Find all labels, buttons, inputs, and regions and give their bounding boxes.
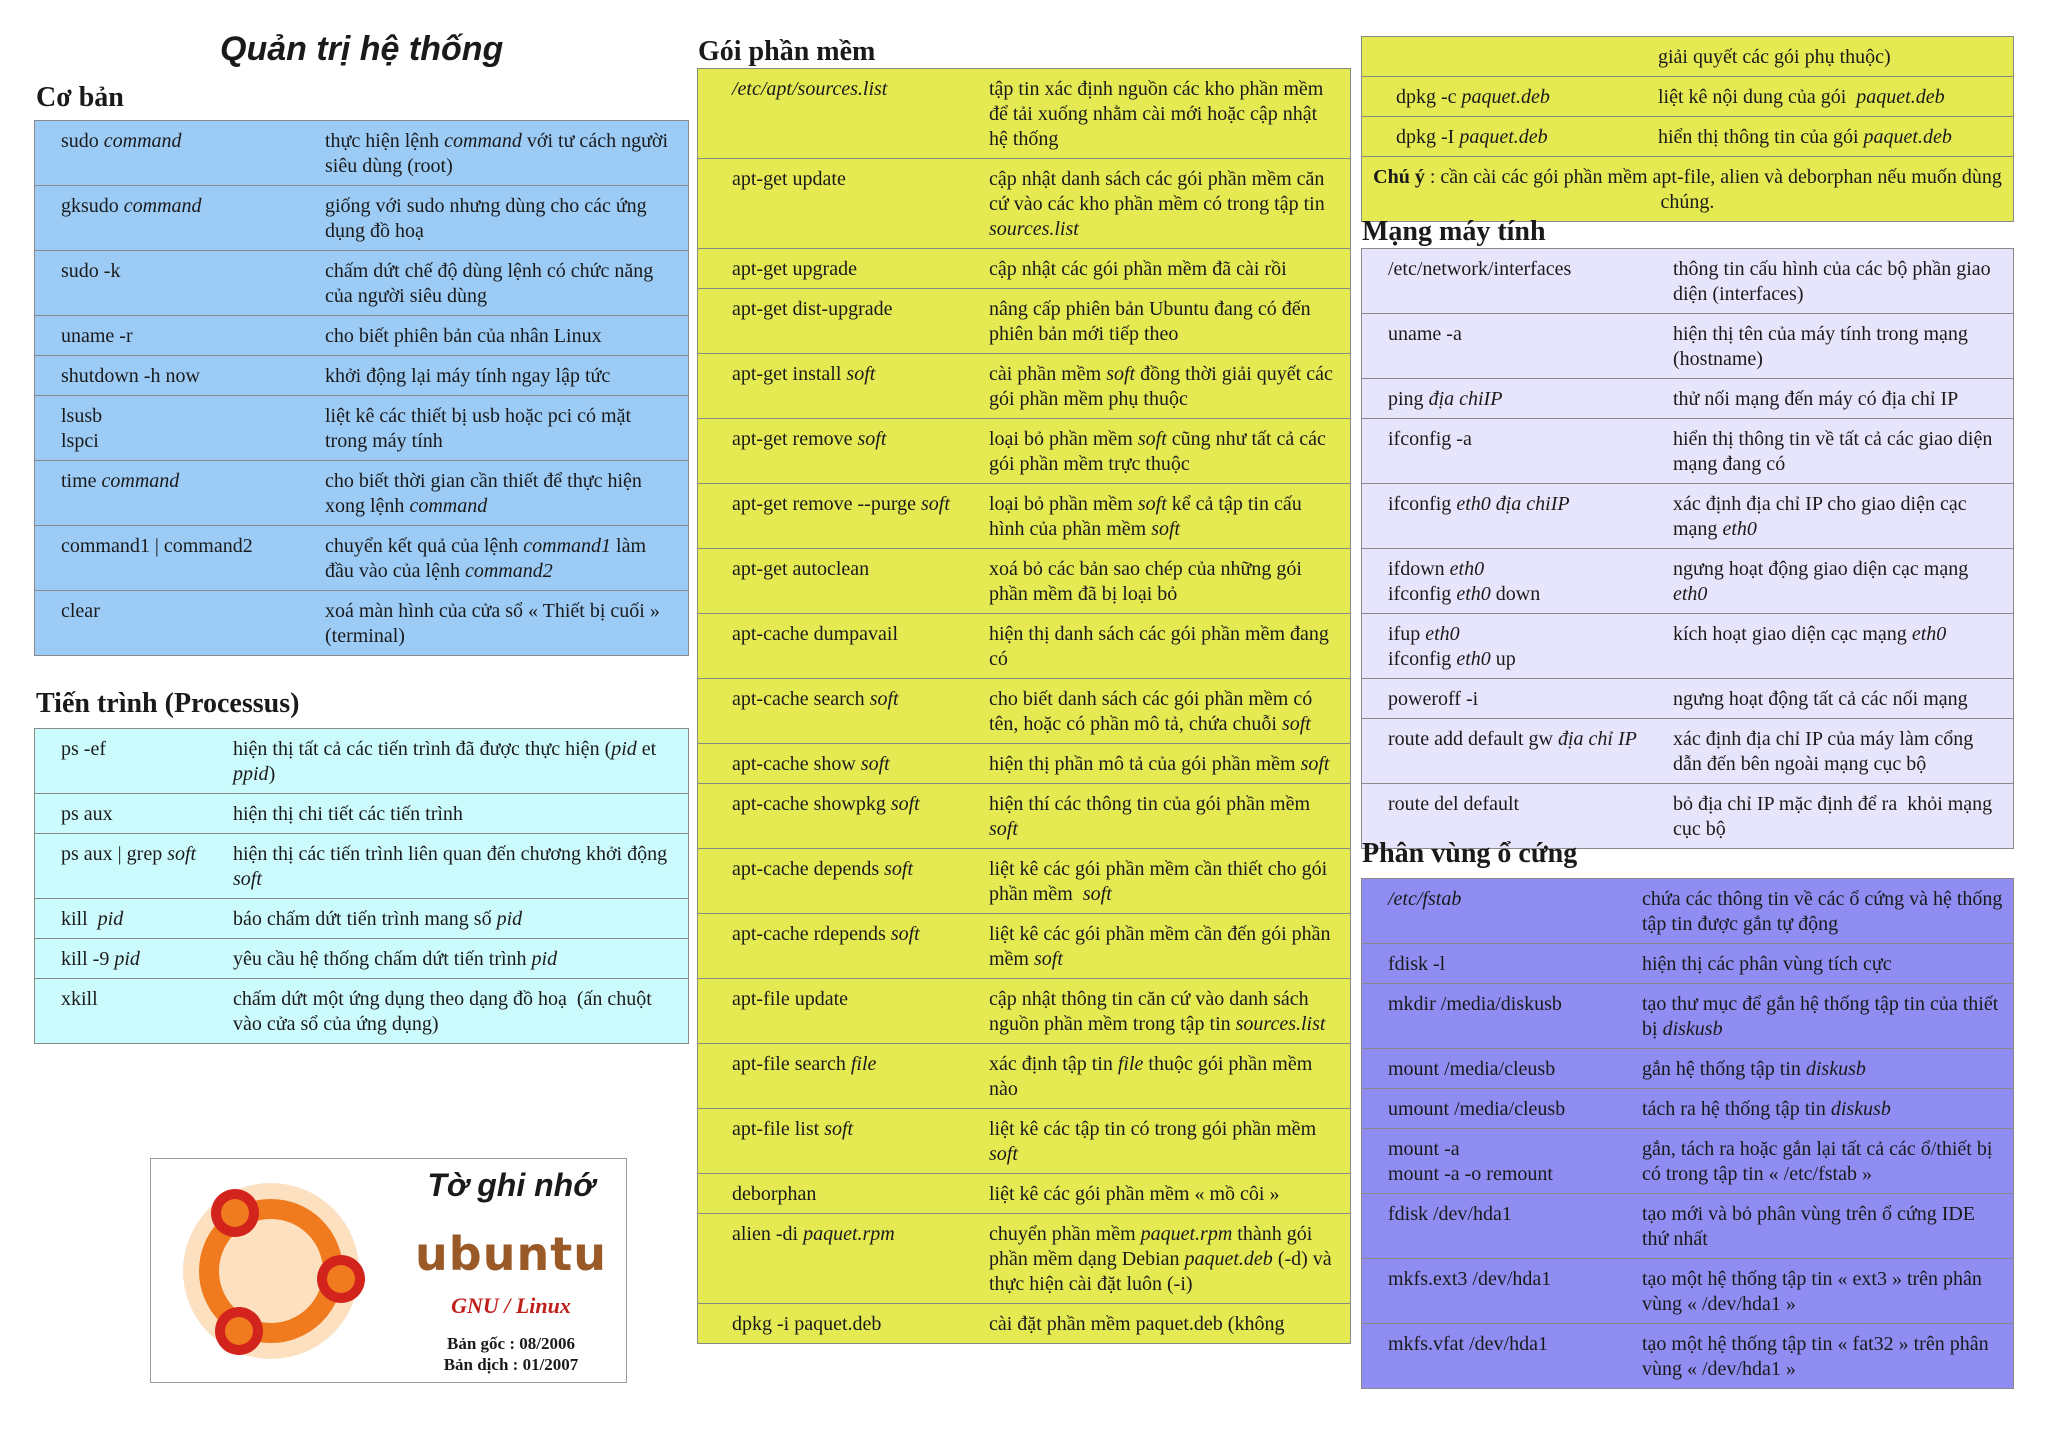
description-cell: yêu cầu hệ thống chấm dứt tiến trình pid <box>233 948 558 970</box>
table-row <box>35 251 688 316</box>
command-cell: gksudo command <box>61 195 202 217</box>
description-cell: liệt kê các thiết bị usb hoặc pci có mặt trong máy tính <box>325 405 631 452</box>
command-cell: dpkg -I paquet.deb <box>1396 126 1548 148</box>
description-cell: xoá bỏ các bản sao chép của những gói phần mềm đã bị loại bỏ <box>989 558 1302 605</box>
description-cell: ngưng hoạt động giao diện cạc mạng eth0 <box>1673 558 1969 605</box>
table-row <box>35 979 688 1043</box>
table-row <box>35 939 688 979</box>
table-row <box>35 729 688 794</box>
command-cell: ifconfig -a <box>1388 428 1472 450</box>
description-cell: hiện thị chi tiết các tiến trình <box>233 803 463 825</box>
table-mang-may-tinh <box>1361 248 2014 849</box>
description-cell: liệt kê các gói phần mềm « mồ côi » <box>989 1183 1280 1205</box>
table-row <box>1362 77 2013 117</box>
command-cell: ps -ef <box>61 738 106 760</box>
table-row <box>698 249 1350 289</box>
command-cell: ifup eth0 ifconfig eth0 up <box>1388 623 1516 670</box>
table-row <box>1362 249 2013 314</box>
description-cell: hiện thí các thông tin của gói phần mềm soft <box>989 793 1311 840</box>
command-cell: apt-cache depends soft <box>732 858 914 880</box>
table-tien-trinh <box>34 728 689 1044</box>
table-row <box>1362 379 2013 419</box>
description-cell: chuyển phần mềm paquet.rpm thành gói phần mềm dạng Debian paquet.deb (-d) và thực hiện cài đặt luôn (-i) <box>989 1223 1332 1295</box>
table-row <box>698 354 1350 419</box>
table-row <box>698 69 1350 159</box>
description-cell: cho biết thời gian cần thiết để thực hiện xong lệnh command <box>325 470 642 517</box>
table-row <box>698 1214 1350 1304</box>
command-cell <box>1396 45 1658 70</box>
table-row <box>1362 1194 2013 1259</box>
table-row <box>35 834 688 899</box>
heading-co-ban: Cơ bản <box>36 82 124 113</box>
description-cell: cài phần mềm soft đồng thời giải quyết các gói phần mềm phụ thuộc <box>989 363 1333 410</box>
table-row <box>698 1044 1350 1109</box>
description-cell: hiện thị tất cả các tiến trình đã được thực hiện (pid et ppid) <box>233 738 657 785</box>
table-row <box>1362 549 2013 614</box>
description-cell: xác định tập tin file thuộc gói phần mềm nào <box>989 1053 1313 1100</box>
command-cell: apt-cache showpkg soft <box>732 793 920 815</box>
description-cell: gắn, tách ra hoặc gắn lại tất cả các ổ/thiết bị có trong tập tin « /etc/fstab » <box>1642 1138 1993 1185</box>
description-cell: liệt kê các gói phần mềm cần đến gói phần mềm soft <box>989 923 1331 970</box>
table-row <box>698 1109 1350 1174</box>
table-row <box>1362 419 2013 484</box>
description-cell: tạo một hệ thống tập tin « ext3 » trên phân vùng « /dev/hda1 » <box>1642 1268 1982 1315</box>
command-cell: apt-get dist-upgrade <box>732 298 893 320</box>
command-cell: ifconfig eth0 địa chiIP <box>1388 493 1570 515</box>
command-cell: /etc/fstab <box>1388 888 1462 910</box>
gnu-linux-label: GNU / Linux <box>451 1293 571 1318</box>
description-cell: cài đặt phần mềm paquet.deb (không <box>989 1313 1285 1335</box>
table-row <box>698 549 1350 614</box>
command-cell: apt-get update <box>732 168 846 190</box>
description-cell: kích hoạt giao diện cạc mạng eth0 <box>1673 623 1947 645</box>
command-cell: apt-cache dumpavail <box>732 623 899 645</box>
command-cell: fdisk /dev/hda1 <box>1388 1203 1512 1225</box>
description-cell: cho biết danh sách các gói phần mềm có tên, hoặc có phần mô tả, chứa chuỗi soft <box>989 688 1313 735</box>
table-row <box>1362 484 2013 549</box>
command-cell: dpkg -c paquet.deb <box>1396 86 1550 108</box>
description-cell: loại bỏ phần mềm soft kể cả tập tin cấu hình của phần mềm soft <box>989 493 1302 540</box>
description-cell: bỏ địa chỉ IP mặc định để ra khỏi mạng cục bộ <box>1673 793 1993 840</box>
command-cell: route del default <box>1388 793 1520 815</box>
table-row <box>1362 944 2013 984</box>
command-cell: route add default gw địa chỉ IP <box>1388 728 1637 750</box>
description-cell: loại bỏ phần mềm soft cũng như tất cả các gói phần mềm trực thuộc <box>989 428 1326 475</box>
command-cell: xkill <box>61 988 98 1010</box>
command-cell: mount /media/cleusb <box>1388 1058 1556 1080</box>
table-row <box>1362 984 2013 1049</box>
description-cell: tách ra hệ thống tập tin diskusb <box>1642 1098 1891 1120</box>
command-cell: sudo command <box>61 130 182 152</box>
description-cell: cập nhật thông tin căn cứ vào danh sách nguồn phần mềm trong tập tin sources.list <box>989 988 1326 1035</box>
command-cell: fdisk -l <box>1388 953 1446 975</box>
translation-date: Bản dịch : 01/2007 <box>443 1355 579 1374</box>
table-row <box>35 316 688 356</box>
table-row <box>35 794 688 834</box>
command-cell: lsusb lspci <box>61 405 103 452</box>
description-cell: thử nối mạng đến máy có địa chỉ IP <box>1673 388 1959 410</box>
command-cell: clear <box>61 600 100 622</box>
command-cell: umount /media/cleusb <box>1388 1098 1566 1120</box>
description-cell: ngưng hoạt động tất cả các nối mạng <box>1673 688 1968 710</box>
description-cell: liệt kê nội dung của gói paquet.deb <box>1658 86 1945 108</box>
heading-goi-phan-mem: Gói phần mềm <box>698 36 876 67</box>
table-row <box>1362 117 2013 157</box>
table-row <box>1362 719 2013 784</box>
heading-phan-vung: Phân vùng ổ cứng <box>1362 838 1578 869</box>
description-cell: chấm dứt một ứng dụng theo dạng đồ hoạ (ấn chuột vào cửa sổ của ứng dụng) <box>233 988 652 1035</box>
table-row <box>35 526 688 591</box>
description-cell: giống với sudo nhưng dùng cho các ứng dụng đồ hoạ <box>325 195 647 242</box>
description-cell: cho biết phiên bản của nhân Linux <box>325 325 602 347</box>
table-row <box>35 899 688 939</box>
description-cell: tạo thư mục để gắn hệ thống tập tin của thiết bị diskusb <box>1642 993 1999 1040</box>
table-goi-phan-mem <box>697 68 1351 1344</box>
command-cell: command1 | command2 <box>61 535 253 557</box>
table-row <box>35 356 688 396</box>
table-row <box>698 744 1350 784</box>
description-cell: tạo một hệ thống tập tin « fat32 » trên phân vùng « /dev/hda1 » <box>1642 1333 1989 1380</box>
command-cell: ping địa chiIP <box>1388 388 1503 410</box>
command-cell: ifdown eth0 ifconfig eth0 down <box>1388 558 1541 605</box>
description-cell: xác định địa chỉ IP cho giao diện cạc mạng eth0 <box>1673 493 1967 540</box>
description-cell: thực hiện lệnh command với tư cách người siêu dùng (root) <box>325 130 669 177</box>
description-cell: hiển thị thông tin về tất cả các giao diện mạng đang có <box>1673 428 1993 475</box>
command-cell: sudo -k <box>61 260 121 282</box>
command-cell: alien -di paquet.rpm <box>732 1223 895 1245</box>
command-cell: apt-get autoclean <box>732 558 870 580</box>
description-cell: chấm dứt chế độ dùng lệnh có chức năng của người siêu dùng <box>325 260 654 307</box>
command-cell: mkfs.ext3 /dev/hda1 <box>1388 1268 1552 1290</box>
description-cell: giải quyết các gói phụ thuộc) <box>1658 46 1891 68</box>
command-cell: kill -9 pid <box>61 948 140 970</box>
table-row <box>35 121 688 186</box>
table-row <box>698 289 1350 354</box>
heading-tien-trinh: Tiến trình (Processus) <box>36 688 300 719</box>
command-cell: apt-get remove --purge soft <box>732 493 950 515</box>
command-cell: uname -a <box>1388 323 1462 345</box>
ubuntu-wordmark: ubuntu <box>415 1227 607 1281</box>
description-cell: hiện thị các phân vùng tích cực <box>1642 953 1892 975</box>
table-row <box>698 679 1350 744</box>
heading-mang-may-tinh: Mạng máy tính <box>1362 216 1546 247</box>
ubuntu-logo <box>171 1171 371 1371</box>
table-row <box>698 914 1350 979</box>
table-row <box>1362 1259 2013 1324</box>
command-cell: apt-cache rdepends soft <box>732 923 920 945</box>
table-row <box>35 396 688 461</box>
command-cell: mkdir /media/diskusb <box>1388 993 1562 1015</box>
table-phan-vung <box>1361 878 2014 1389</box>
description-cell: xoá màn hình của cửa sổ « Thiết bị cuối » (terminal) <box>325 600 660 647</box>
description-cell: chuyển kết quả của lệnh command1 làm đầu vào của lệnh command2 <box>325 535 647 582</box>
command-cell: apt-file search file <box>732 1053 877 1075</box>
table-row <box>1362 1324 2013 1388</box>
original-date: Bản gốc : 08/2006 <box>447 1334 575 1353</box>
note-row: Chú ý : cần cài các gói phần mềm apt-file, alien và deborphan nếu muốn dùng chúng. <box>1373 166 2002 213</box>
command-cell: /etc/network/interfaces <box>1388 258 1572 280</box>
command-cell: ps aux | grep soft <box>61 843 197 865</box>
description-cell: hiển thị thông tin của gói paquet.deb <box>1658 126 1952 148</box>
command-cell: apt-get install soft <box>732 363 876 385</box>
description-cell: hiện thị danh sách các gói phần mềm đang có <box>989 623 1329 670</box>
table-row <box>698 1304 1350 1343</box>
table-row <box>1362 679 2013 719</box>
table-row <box>35 591 688 655</box>
table-row <box>1362 1129 2013 1194</box>
table-row <box>698 484 1350 549</box>
command-cell: ps aux <box>61 803 113 825</box>
description-cell: xác định địa chỉ IP của máy làm cổng dẫn đến bên ngoài mạng cục bộ <box>1673 728 1974 775</box>
table-row <box>1362 37 2013 77</box>
description-cell: liệt kê các gói phần mềm cần thiết cho gói phần mềm soft <box>989 858 1328 905</box>
description-cell: thông tin cấu hình của các bộ phần giao diện (interfaces) <box>1673 258 1991 305</box>
command-cell: apt-get remove soft <box>732 428 887 450</box>
memo-title: Tờ ghi nhớ <box>427 1167 595 1203</box>
table-dpkg-cont <box>1361 36 2014 222</box>
table-row <box>698 419 1350 484</box>
command-cell: time command <box>61 470 180 492</box>
description-cell: hiện thị các tiến trình liên quan đến chương khởi động soft <box>233 843 668 890</box>
table-row <box>1362 314 2013 379</box>
command-cell: poweroff -i <box>1388 688 1479 710</box>
description-cell: gắn hệ thống tập tin diskusb <box>1642 1058 1866 1080</box>
table-row <box>698 1174 1350 1214</box>
command-cell: mount -a mount -a -o remount <box>1388 1138 1553 1185</box>
command-cell: shutdown -h now <box>61 365 200 387</box>
version-dates <box>401 1333 621 1375</box>
description-cell: cập nhật danh sách các gói phần mềm căn cứ vào các kho phần mềm có trong tập tin sources.list <box>989 168 1325 240</box>
description-cell: tập tin xác định nguồn các kho phần mềm để tải xuống nhằm cài mới hoặc cập nhật hệ thống <box>989 78 1324 150</box>
command-cell: apt-file update <box>732 988 849 1010</box>
table-row <box>698 614 1350 679</box>
description-cell: tạo mới và bỏ phân vùng trên ổ cứng IDE thứ nhất <box>1642 1203 1976 1250</box>
table-row <box>1362 614 2013 679</box>
description-cell: hiện thị phần mô tả của gói phần mềm soft <box>989 753 1330 775</box>
command-cell: /etc/apt/sources.list <box>732 78 888 100</box>
table-row <box>1362 879 2013 944</box>
description-cell: khởi động lại máy tính ngay lập tức <box>325 365 611 387</box>
table-row <box>1362 1049 2013 1089</box>
command-cell: apt-cache show soft <box>732 753 890 775</box>
description-cell: cập nhật các gói phần mềm đã cài rồi <box>989 258 1287 280</box>
command-cell: deborphan <box>732 1183 817 1205</box>
description-cell: báo chấm dứt tiến trình mang số pid <box>233 908 523 930</box>
description-cell: liệt kê các tập tin có trong gói phần mềm soft <box>989 1118 1317 1165</box>
command-cell: apt-get upgrade <box>732 258 857 280</box>
command-cell: uname -r <box>61 325 133 347</box>
table-row <box>698 979 1350 1044</box>
command-cell: mkfs.vfat /dev/hda1 <box>1388 1333 1548 1355</box>
description-cell: nâng cấp phiên bản Ubuntu đang có đến phiên bản mới tiếp theo <box>989 298 1311 345</box>
table-row <box>698 784 1350 849</box>
table-row <box>1362 1089 2013 1129</box>
command-cell: apt-file list soft <box>732 1118 854 1140</box>
table-row <box>35 461 688 526</box>
table-co-ban <box>34 120 689 656</box>
table-row <box>698 849 1350 914</box>
command-cell: dpkg -i paquet.deb <box>732 1313 882 1335</box>
description-cell: hiện thị tên của máy tính trong mạng (hostname) <box>1673 323 1968 370</box>
page-title: Quản trị hệ thống <box>220 30 504 68</box>
table-row <box>35 186 688 251</box>
description-cell: chứa các thông tin về các ổ cứng và hệ thống tập tin được gắn tự động <box>1642 888 2003 935</box>
table-row <box>698 159 1350 249</box>
command-cell: kill pid <box>61 908 124 930</box>
memo-box <box>150 1158 627 1383</box>
command-cell: apt-cache search soft <box>732 688 899 710</box>
